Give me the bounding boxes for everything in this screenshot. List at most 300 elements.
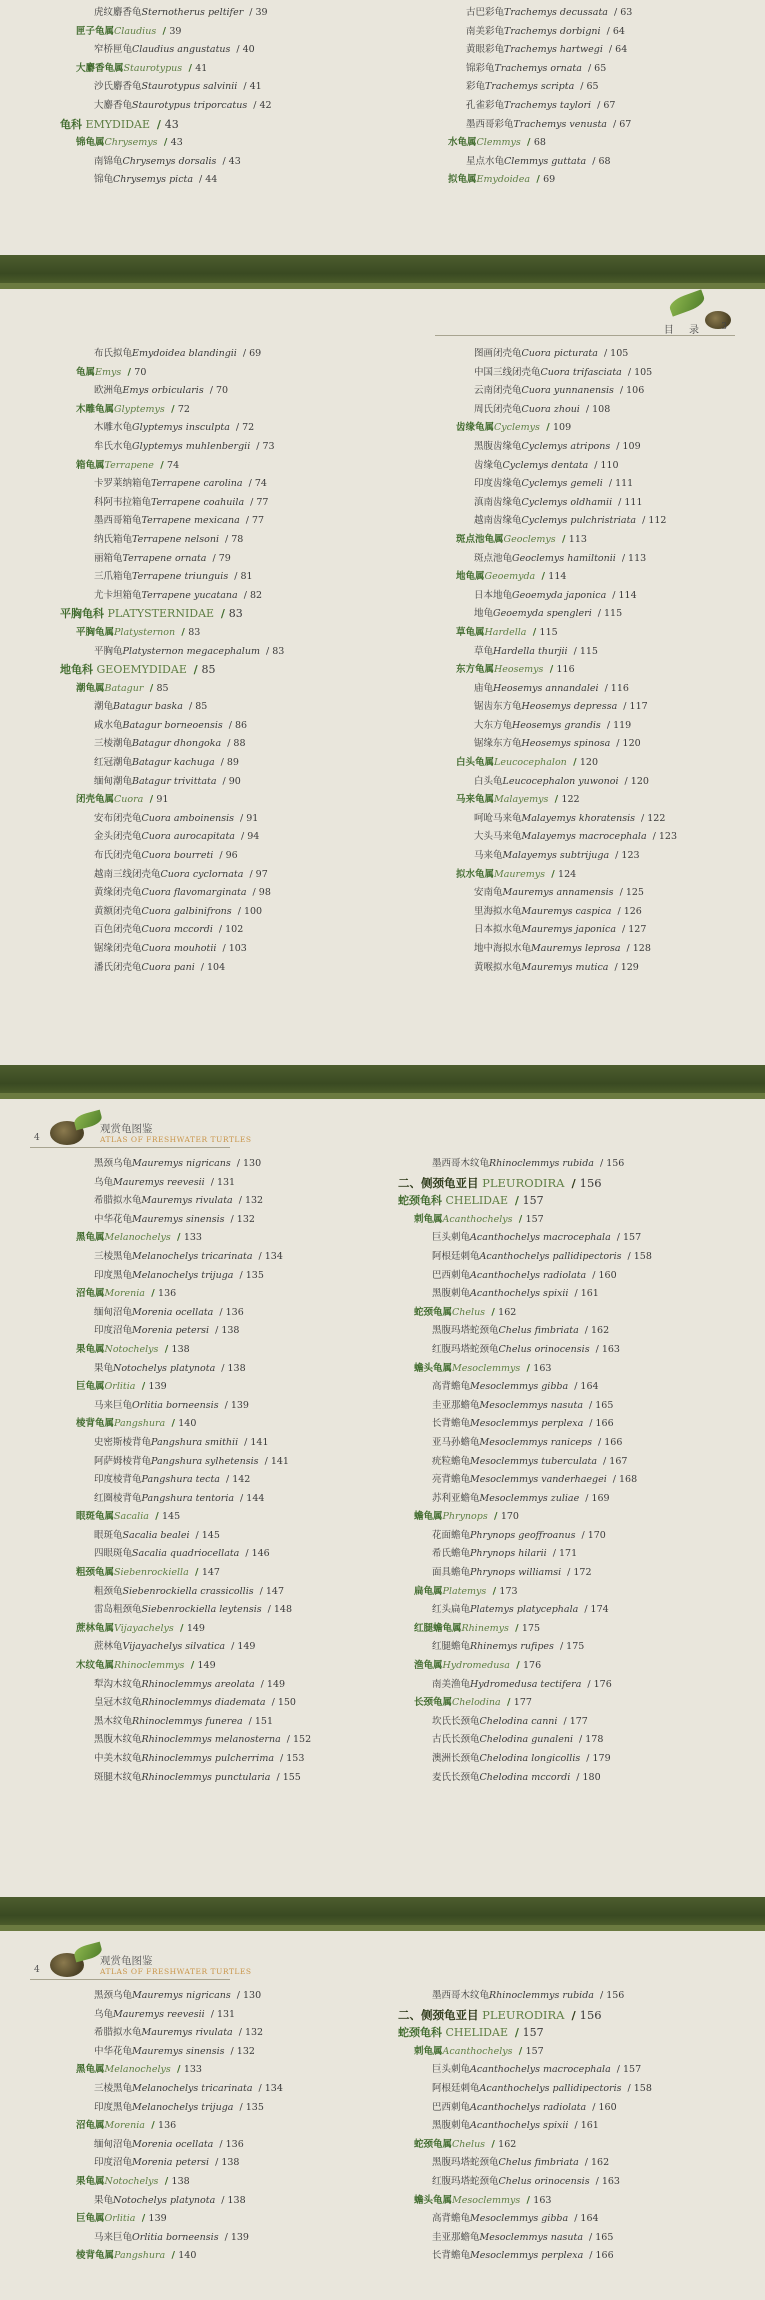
- toc-entry[interactable]: [60, 1322, 311, 1341]
- toc-entry-scientific: Melanochelys: [104, 1232, 171, 1244]
- toc-entry[interactable]: [398, 1267, 652, 1286]
- toc-entry[interactable]: [60, 903, 284, 922]
- toc-entry[interactable]: [60, 921, 284, 940]
- toc-entry[interactable]: [398, 1545, 652, 1564]
- toc-entry-scientific: Cyclemys oldhamii: [521, 496, 613, 508]
- toc-entry-page: 164: [580, 1381, 599, 1393]
- toc-entry[interactable]: [60, 78, 272, 97]
- toc-entry[interactable]: [440, 884, 677, 903]
- toc-entry-chinese: 苏利亚蟾龟: [432, 1492, 480, 1504]
- toc-entry-scientific: Terrapene nelsoni: [132, 533, 219, 545]
- toc-entry[interactable]: [398, 1490, 652, 1509]
- toc-entry[interactable]: [398, 2080, 652, 2099]
- toc-entry[interactable]: [440, 847, 677, 866]
- toc-entry[interactable]: [398, 2099, 652, 2118]
- toc-entry[interactable]: [398, 2024, 652, 2043]
- toc-entry-separator: /: [523, 1362, 534, 1374]
- toc-entry-separator: /: [222, 1474, 233, 1486]
- toc-entry-scientific: Mauremys: [494, 868, 545, 880]
- toc-entry[interactable]: [60, 587, 284, 606]
- header-rule: [435, 335, 735, 336]
- toc-entry[interactable]: [432, 153, 632, 172]
- toc-entry[interactable]: [440, 866, 677, 885]
- toc-entry[interactable]: [60, 1527, 311, 1546]
- toc-entry[interactable]: [432, 97, 632, 116]
- toc-entry[interactable]: [60, 1676, 311, 1695]
- toc-entry[interactable]: [60, 2136, 283, 2155]
- toc-entry[interactable]: [398, 2210, 652, 2229]
- toc-entry-chinese: 窄桥匣龟: [94, 44, 133, 56]
- toc-entry[interactable]: [60, 828, 284, 847]
- toc-entry-page: 163: [601, 2175, 620, 2187]
- toc-entry[interactable]: [60, 1508, 311, 1527]
- toc-entry[interactable]: [60, 1620, 311, 1639]
- toc-entry[interactable]: [60, 1360, 311, 1379]
- toc-entry[interactable]: [398, 2006, 652, 2025]
- toc-entry[interactable]: [398, 1415, 652, 1434]
- toc-entry[interactable]: [398, 1248, 652, 1267]
- toc-entry[interactable]: [398, 1378, 652, 1397]
- toc-entry-scientific: Trachemys dorbigni: [504, 25, 601, 37]
- toc-entry-separator: /: [159, 25, 170, 37]
- toc-entry-scientific: Trachemys hartwegi: [504, 44, 603, 56]
- section-divider-band: [0, 1065, 765, 1099]
- toc-entry[interactable]: [60, 661, 284, 680]
- toc-entry[interactable]: [60, 2154, 283, 2173]
- toc-entry-page: 163: [533, 2194, 552, 2206]
- toc-entry-page: 157: [623, 1232, 642, 1244]
- toc-entry[interactable]: [398, 1657, 652, 1676]
- toc-entry-separator: /: [638, 812, 648, 824]
- toc-entry-chinese: 潮龟属: [76, 682, 105, 694]
- toc-entry[interactable]: [60, 680, 284, 699]
- toc-entry[interactable]: [398, 1987, 652, 2006]
- toc-entry[interactable]: [60, 940, 284, 959]
- toc-entry[interactable]: [432, 23, 632, 42]
- toc-entry[interactable]: [60, 153, 272, 172]
- toc-entry[interactable]: [440, 401, 677, 420]
- toc-entry-page: 175: [521, 1622, 541, 1634]
- toc-entry[interactable]: [60, 1397, 311, 1416]
- toc-entry-separator: /: [578, 1529, 588, 1541]
- toc-entry[interactable]: [60, 1769, 311, 1788]
- toc-entry-page: 65: [594, 62, 607, 74]
- toc-entry-separator: /: [581, 2157, 591, 2169]
- toc-entry-page: 111: [615, 478, 634, 490]
- toc-entry[interactable]: [440, 698, 677, 717]
- toc-entry[interactable]: [60, 2247, 283, 2266]
- toc-entry[interactable]: [60, 605, 284, 624]
- toc-entry[interactable]: [440, 475, 677, 494]
- toc-entry[interactable]: [432, 116, 632, 135]
- toc-entry[interactable]: [440, 680, 677, 699]
- toc-entry[interactable]: [60, 1694, 311, 1713]
- toc-entry[interactable]: [398, 2247, 652, 2266]
- toc-entry[interactable]: [440, 438, 677, 457]
- toc-entry-scientific: Notochelys: [104, 2175, 159, 2187]
- toc-entry[interactable]: [60, 2173, 283, 2192]
- toc-entry-separator: /: [611, 961, 621, 973]
- toc-entry[interactable]: [60, 698, 284, 717]
- toc-entry[interactable]: [398, 1192, 652, 1211]
- toc-entry-page: 81: [240, 571, 253, 583]
- toc-entry[interactable]: [60, 1987, 283, 2006]
- toc-entry[interactable]: [60, 531, 284, 550]
- toc-entry[interactable]: [60, 2229, 283, 2248]
- toc-entry[interactable]: [440, 959, 677, 978]
- toc-entry[interactable]: [398, 1676, 652, 1695]
- toc-entry-page: 139: [148, 2213, 167, 2225]
- toc-entry[interactable]: [60, 624, 284, 643]
- toc-entry[interactable]: [60, 382, 284, 401]
- toc-entry[interactable]: [60, 1657, 311, 1676]
- toc-entry-scientific: Mauremys reevesii: [113, 2008, 205, 2020]
- toc-entry[interactable]: [398, 2043, 652, 2062]
- toc-entry-page: 109: [552, 422, 572, 434]
- toc-entry[interactable]: [440, 903, 677, 922]
- toc-entry[interactable]: [432, 41, 632, 60]
- toc-entry[interactable]: [440, 661, 677, 680]
- toc-entry-scientific: Cuora cyclornata: [160, 868, 244, 880]
- toc-entry[interactable]: [60, 475, 284, 494]
- toc-entry-separator: /: [571, 1381, 581, 1393]
- toc-entry[interactable]: [60, 1453, 311, 1472]
- toc-entry-scientific: Rhinoclemmys pulcherrima: [141, 1753, 275, 1764]
- toc-entry[interactable]: [60, 810, 284, 829]
- toc-entry[interactable]: [60, 2192, 283, 2211]
- toc-entry[interactable]: [60, 2043, 283, 2062]
- toc-entry[interactable]: [60, 735, 284, 754]
- toc-entry-chinese: 希腊拟水龟: [94, 1195, 142, 1207]
- toc-entry[interactable]: [398, 1527, 652, 1546]
- toc-entry[interactable]: [60, 550, 284, 569]
- toc-entry-chinese: 阿根廷刺龟: [432, 2082, 480, 2094]
- toc-entry[interactable]: [60, 1564, 311, 1583]
- toc-entry-chinese: 印度沼龟: [94, 1325, 133, 1337]
- toc-entry-chinese: 平胸龟: [94, 645, 123, 657]
- toc-entry-scientific: Chrysemys picta: [113, 174, 194, 186]
- toc-entry[interactable]: [398, 1471, 652, 1490]
- toc-entry[interactable]: [60, 1267, 311, 1286]
- toc-entry-chinese: 蟾头龟属: [414, 2194, 453, 2206]
- toc-entry-chinese: 百色闭壳龟: [94, 924, 142, 936]
- toc-entry[interactable]: [60, 1174, 311, 1193]
- toc-entry[interactable]: [398, 1229, 652, 1248]
- toc-entry[interactable]: [398, 1155, 652, 1174]
- toc-entry[interactable]: [60, 1583, 311, 1602]
- toc-entry[interactable]: [440, 345, 677, 364]
- page-number: 4: [34, 1965, 40, 1975]
- toc-entry-chinese: 扁龟属: [414, 1585, 443, 1597]
- toc-entry[interactable]: [60, 1248, 311, 1267]
- toc-entry-separator: /: [558, 533, 569, 545]
- toc-entry[interactable]: [440, 531, 677, 550]
- toc-entry-separator: /: [196, 174, 206, 186]
- toc-entry[interactable]: [60, 2024, 283, 2043]
- toc-entry[interactable]: [60, 1304, 311, 1323]
- toc-entry-separator: /: [231, 571, 241, 583]
- toc-entry-page: 114: [548, 571, 567, 583]
- toc-entry[interactable]: [398, 1638, 652, 1657]
- toc-entry[interactable]: [60, 773, 284, 792]
- toc-entry[interactable]: [60, 847, 284, 866]
- toc-entry[interactable]: [398, 1713, 652, 1732]
- toc-entry-page: 115: [579, 645, 598, 657]
- toc-entry[interactable]: [398, 1211, 652, 1230]
- toc-entry[interactable]: [398, 1174, 652, 1193]
- toc-entry-page: 102: [225, 924, 244, 936]
- toc-entry[interactable]: [60, 866, 284, 885]
- toc-entry[interactable]: [60, 1750, 311, 1769]
- toc-entry-scientific: Acanthochelys: [442, 2045, 513, 2057]
- toc-entry[interactable]: [440, 773, 677, 792]
- toc-entry[interactable]: [432, 171, 632, 190]
- toc-entry-separator: /: [167, 403, 178, 415]
- toc-entry[interactable]: [440, 512, 677, 531]
- toc-entry-chinese: 尤卡坦箱龟: [94, 589, 142, 601]
- page-header: [0, 1931, 765, 1981]
- toc-entry[interactable]: [60, 116, 272, 135]
- toc-entry[interactable]: [60, 1545, 311, 1564]
- toc-entry[interactable]: [60, 4, 272, 23]
- toc-entry[interactable]: [60, 1341, 311, 1360]
- toc-entry-scientific: Trachemys ornata: [494, 62, 582, 74]
- toc-entry-separator: /: [268, 1697, 278, 1709]
- toc-entry[interactable]: [60, 1192, 311, 1211]
- toc-entry[interactable]: [60, 1415, 311, 1434]
- toc-entry-scientific: Geoemyda: [484, 571, 536, 583]
- toc-entry-chinese: 印度沼龟: [94, 2157, 133, 2169]
- toc-entry[interactable]: [60, 2006, 283, 2025]
- toc-entry[interactable]: [398, 1583, 652, 1602]
- toc-entry[interactable]: [60, 2117, 283, 2136]
- toc-entry[interactable]: [440, 364, 677, 383]
- toc-entry[interactable]: [60, 1378, 311, 1397]
- toc-entry-page: 68: [533, 137, 546, 149]
- toc-entry[interactable]: [60, 643, 284, 662]
- toc-entry[interactable]: [398, 1360, 652, 1379]
- toc-entry[interactable]: [60, 959, 284, 978]
- toc-entry-separator: /: [620, 701, 630, 713]
- toc-entry-scientific: Hardella thurjii: [493, 645, 568, 657]
- toc-entry[interactable]: [60, 457, 284, 476]
- toc-entry-scientific: Glyptemys insculpta: [132, 422, 230, 434]
- toc-entry[interactable]: [398, 1285, 652, 1304]
- toc-entry[interactable]: [60, 754, 284, 773]
- toc-entry-separator: /: [624, 2082, 634, 2094]
- toc-entry[interactable]: [60, 345, 284, 364]
- toc-entry[interactable]: [398, 1620, 652, 1639]
- toc-entry-chinese: 马来龟: [474, 850, 503, 862]
- toc-entry[interactable]: [60, 568, 284, 587]
- toc-entry[interactable]: [60, 717, 284, 736]
- toc-entry-scientific: Notochelys: [104, 1343, 159, 1355]
- toc-entry[interactable]: [60, 438, 284, 457]
- toc-entry-page: 105: [634, 366, 653, 378]
- toc-entry[interactable]: [440, 419, 677, 438]
- toc-entry[interactable]: [440, 810, 677, 829]
- toc-entry-scientific: Platemys platycephala: [470, 1604, 579, 1616]
- toc-entry[interactable]: [60, 2061, 283, 2080]
- toc-entry-separator: /: [581, 1604, 591, 1616]
- toc-entry-scientific: Notochelys platynota: [113, 2194, 216, 2206]
- toc-entry[interactable]: [440, 717, 677, 736]
- toc-entry-chinese: 黑木纹龟: [94, 1715, 133, 1727]
- toc-entry-chinese: 眼斑龟: [94, 1529, 123, 1541]
- toc-entry-scientific: Terrapene mexicana: [141, 515, 240, 527]
- toc-entry-chinese: 雷岛粗颈龟: [94, 1604, 142, 1616]
- toc-entry-scientific: Pangshura sylhetensis: [151, 1455, 259, 1467]
- toc-entry[interactable]: [60, 1601, 311, 1620]
- toc-entry-scientific: Malayemys khoratensis: [521, 812, 636, 824]
- toc-entry[interactable]: [440, 921, 677, 940]
- toc-entry-scientific: Mesoclemmys vanderhaegei: [470, 1474, 607, 1486]
- toc-entry[interactable]: [60, 364, 284, 383]
- toc-entry[interactable]: [60, 2210, 283, 2229]
- toc-entry[interactable]: [60, 1434, 311, 1453]
- toc-entry[interactable]: [398, 1564, 652, 1583]
- toc-entry[interactable]: [398, 2173, 652, 2192]
- toc-entry-separator: /: [227, 1213, 237, 1225]
- toc-entry-chinese: 黄喉拟水龟: [474, 961, 522, 973]
- toc-entry-chinese: 中国三线闭壳龟: [474, 366, 541, 378]
- toc-entry[interactable]: [440, 382, 677, 401]
- toc-entry[interactable]: [60, 494, 284, 513]
- toc-entry[interactable]: [60, 97, 272, 116]
- toc-entry-separator: /: [168, 2250, 179, 2262]
- toc-entry-chinese: 蛇颈龟属: [414, 1306, 453, 1318]
- toc-entry[interactable]: [398, 1750, 652, 1769]
- toc-left-column: [60, 345, 284, 977]
- toc-entry[interactable]: [60, 1490, 311, 1509]
- toc-entry-separator: /: [609, 1474, 620, 1486]
- toc-entry[interactable]: [398, 1769, 652, 1788]
- toc-entry-scientific: Rhinoclemmys rubida: [489, 1990, 594, 2001]
- toc-entry[interactable]: [60, 401, 284, 420]
- toc-entry[interactable]: [440, 735, 677, 754]
- toc-entry-chinese: 黑颈乌龟: [94, 1158, 133, 1169]
- toc-entry[interactable]: [60, 1731, 311, 1750]
- toc-entry[interactable]: [60, 1713, 311, 1732]
- toc-entry[interactable]: [60, 791, 284, 810]
- toc-entry[interactable]: [398, 2192, 652, 2211]
- toc-entry[interactable]: [398, 1453, 652, 1472]
- toc-entry-page: 138: [221, 1325, 240, 1337]
- toc-entry[interactable]: [440, 587, 677, 606]
- toc-entry-page: 160: [598, 1269, 617, 1281]
- toc-entry-chinese: 果龟: [94, 1362, 114, 1374]
- toc-entry[interactable]: [60, 2080, 283, 2099]
- toc-entry[interactable]: [60, 1229, 311, 1248]
- toc-entry-separator: /: [240, 589, 250, 601]
- toc-entry[interactable]: [440, 494, 677, 513]
- toc-entry-page: 176: [522, 1660, 542, 1672]
- toc-entry[interactable]: [398, 1434, 652, 1453]
- toc-entry-page: 97: [255, 868, 268, 880]
- toc-entry-separator: /: [613, 1232, 624, 1244]
- toc-entry[interactable]: [432, 78, 632, 97]
- toc-entry[interactable]: [440, 605, 677, 624]
- toc-entry[interactable]: [398, 1694, 652, 1713]
- toc-entry[interactable]: [60, 884, 284, 903]
- toc-entry[interactable]: [440, 568, 677, 587]
- toc-entry[interactable]: [398, 2229, 652, 2248]
- toc-entry-chinese: 犁沟木纹龟: [94, 1678, 142, 1690]
- toc-entry-scientific: Rhinemys rufipes: [470, 1641, 554, 1653]
- toc-entry-chinese: 巨龟属: [76, 2213, 105, 2225]
- toc-entry-chinese: 黑龟属: [76, 1232, 105, 1244]
- toc-entry[interactable]: [440, 791, 677, 810]
- toc-entry-chinese: 平胸龟属: [76, 626, 115, 638]
- toc-entry[interactable]: [440, 828, 677, 847]
- toc-entry-chinese: 锦龟: [94, 174, 114, 186]
- toc-entry[interactable]: [60, 512, 284, 531]
- toc-entry[interactable]: [60, 1638, 311, 1657]
- toc-entry[interactable]: [398, 1397, 652, 1416]
- toc-entry-scientific: Geoemyda japonica: [512, 589, 607, 601]
- toc-entry-chinese: 木雕水龟: [94, 422, 133, 434]
- toc-entry-scientific: Sacalia quadriocellata: [132, 1548, 240, 1560]
- toc-entry[interactable]: [432, 60, 632, 79]
- toc-entry-scientific: Mesoclemmys tuberculata: [470, 1455, 598, 1467]
- toc-entry-separator: /: [564, 1567, 574, 1579]
- toc-entry-scientific: Staurotypus: [123, 62, 183, 74]
- toc-entry-page: 41: [195, 62, 208, 74]
- toc-entry-page: 145: [201, 1529, 220, 1541]
- toc-entry[interactable]: [60, 2099, 283, 2118]
- toc-entry[interactable]: [60, 1471, 311, 1490]
- toc-entry-page: 72: [177, 403, 190, 415]
- toc-entry[interactable]: [432, 134, 632, 153]
- toc-entry[interactable]: [398, 1322, 652, 1341]
- toc-entry[interactable]: [60, 60, 272, 79]
- toc-entry[interactable]: [398, 2136, 652, 2155]
- toc-entry-separator: /: [161, 1343, 172, 1355]
- toc-entry-page: 85: [195, 701, 208, 713]
- toc-entry[interactable]: [60, 41, 272, 60]
- toc-entry[interactable]: [60, 1211, 311, 1230]
- toc-entry[interactable]: [440, 643, 677, 662]
- toc-entry[interactable]: [432, 4, 632, 23]
- toc-entry[interactable]: [398, 1341, 652, 1360]
- toc-entry-scientific: Batagur borneoensis: [122, 719, 223, 731]
- toc-entry[interactable]: [398, 2117, 652, 2136]
- toc-entry[interactable]: [440, 624, 677, 643]
- toc-entry-page: 147: [201, 1567, 220, 1579]
- toc-entry-chinese: 蛇颈龟属: [414, 2138, 453, 2150]
- toc-entry[interactable]: [398, 1304, 652, 1323]
- toc-entry[interactable]: [398, 1601, 652, 1620]
- toc-entry[interactable]: [398, 2154, 652, 2173]
- toc-entry[interactable]: [440, 550, 677, 569]
- toc-entry-separator: /: [218, 2194, 228, 2206]
- toc-entry[interactable]: [60, 1285, 311, 1304]
- toc-entry-page: 146: [251, 1548, 270, 1560]
- toc-entry[interactable]: [60, 419, 284, 438]
- toc-entry[interactable]: [60, 23, 272, 42]
- toc-entry[interactable]: [440, 940, 677, 959]
- toc-entry[interactable]: [60, 134, 272, 153]
- toc-entry[interactable]: [398, 1731, 652, 1750]
- toc-entry-chinese: 圭亚那蟾龟: [432, 1399, 480, 1411]
- toc-entry-scientific: Melanochelys tricarinata: [132, 1250, 253, 1262]
- toc-entry[interactable]: [440, 754, 677, 773]
- toc-entry[interactable]: [398, 2061, 652, 2080]
- toc-entry[interactable]: [398, 1508, 652, 1527]
- toc-entry[interactable]: [440, 457, 677, 476]
- toc-entry[interactable]: [60, 1155, 311, 1174]
- toc-entry[interactable]: [60, 171, 272, 190]
